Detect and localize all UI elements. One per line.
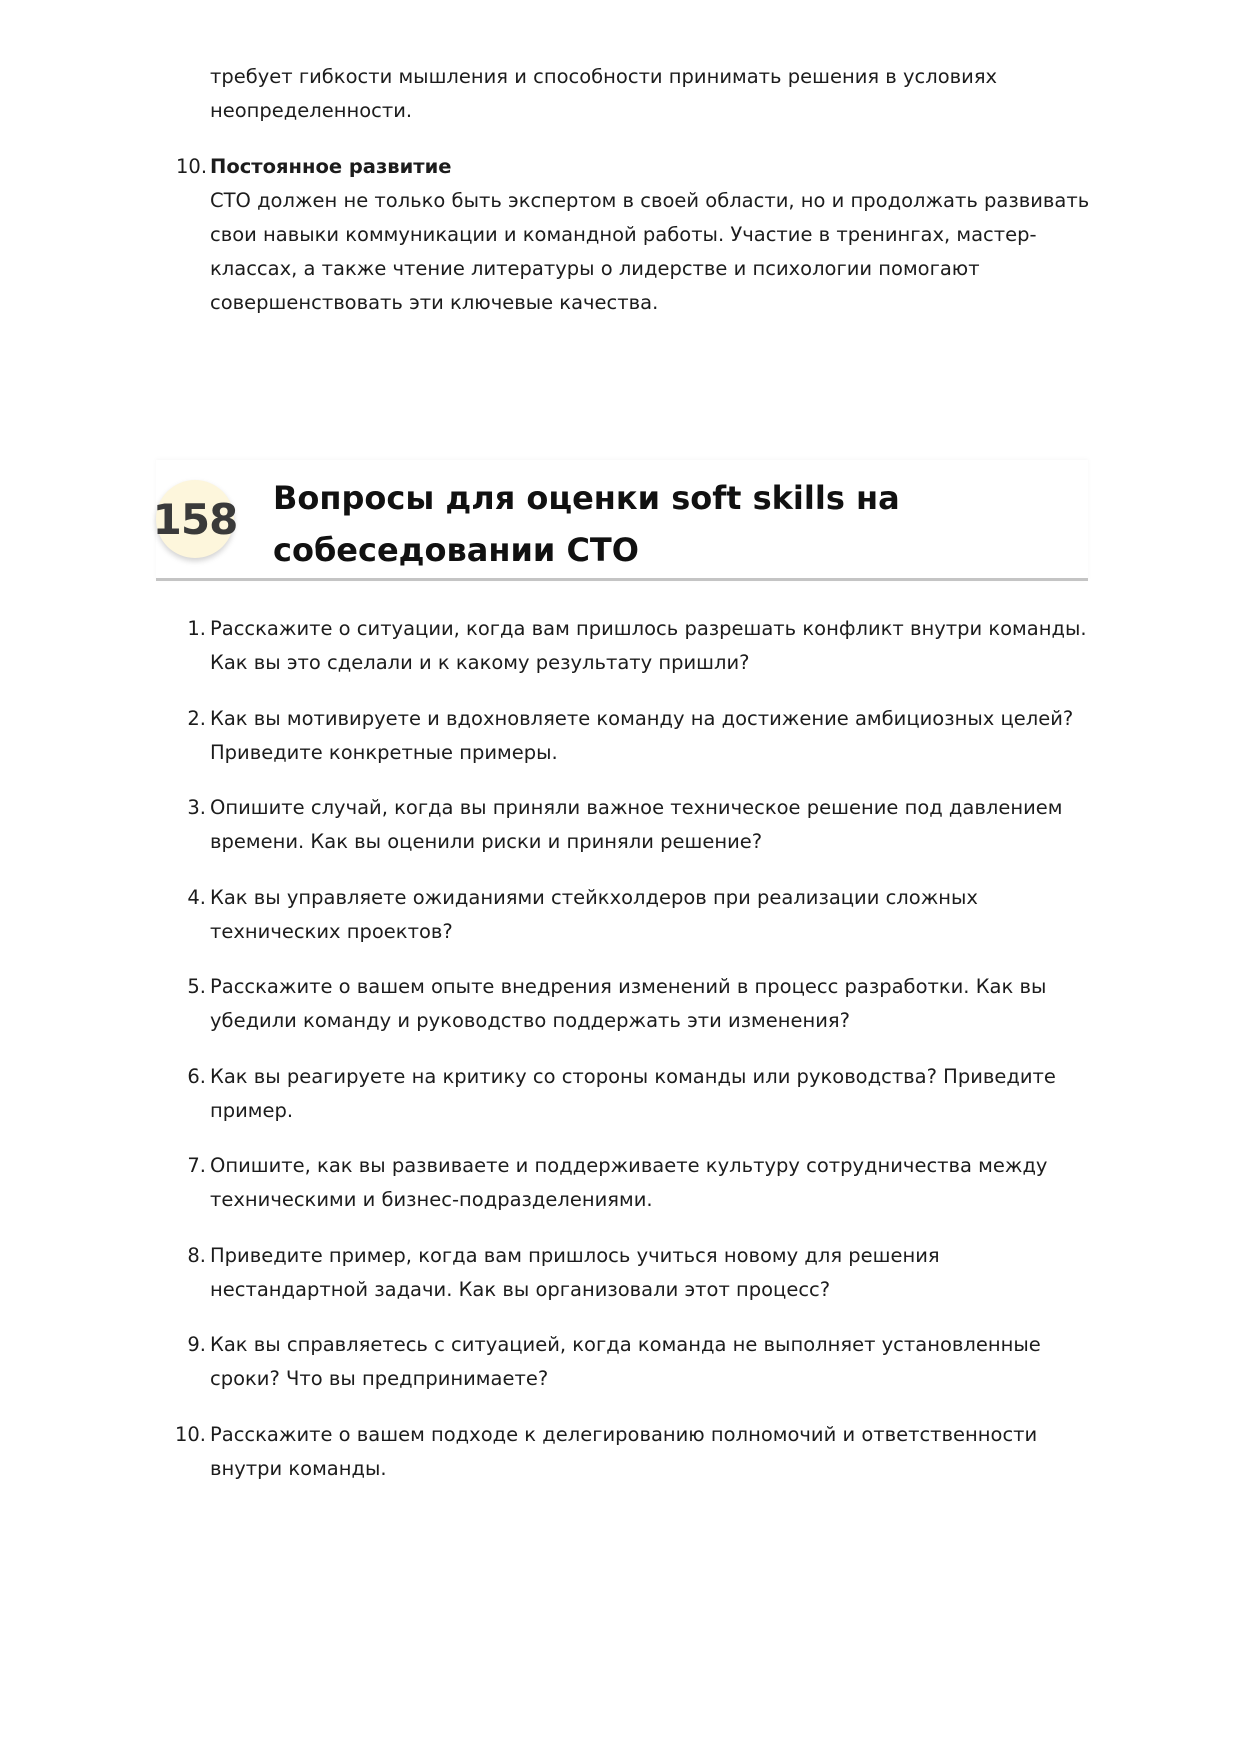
question-text: Опишите случай, когда вы приняли важное техническое решение под давлением времени. Как вы оценили риски и приняли решение?: [210, 796, 1063, 853]
question-text: Как вы справляетесь с ситуацией, когда команда не выполняет установленные сроки? Что вы предпринимаете?: [210, 1333, 1041, 1390]
section-number-badge: 158: [156, 480, 234, 558]
question-text: Расскажите о ситуации, когда вам пришлось разрешать конфликт внутри команды. Как вы это сделали и к какому результату пришли?: [210, 617, 1087, 674]
question-text: Опишите, как вы развиваете и поддерживаете культуру сотрудничества между техническими и бизнес-подразделениями.: [210, 1154, 1048, 1211]
question-text: Как вы реагируете на критику со стороны команды или руководства? Приведите пример.: [210, 1064, 1056, 1122]
question-text: Расскажите о вашем подходе к делегированию полномочий и ответственности внутри команды.: [210, 1422, 1038, 1480]
question-item: [187, 1149, 1090, 1217]
question-number: 4.: [187, 885, 206, 909]
question-item: [187, 970, 1090, 1038]
question-number: 6.: [187, 1064, 206, 1088]
question-item: [187, 1328, 1090, 1396]
previous-item-number: 10.: [176, 155, 208, 178]
question-number: 5.: [187, 975, 206, 998]
question-text: Расскажите о вашем опыте внедрения изменений в процесс разработки. Как вы убедили команду и руководство поддержать эти изменения?: [210, 975, 1047, 1032]
question-number: 10.: [174, 1422, 206, 1446]
questions-list: [174, 612, 1090, 1507]
question-item: [187, 1239, 1090, 1307]
question-item: [187, 702, 1090, 770]
previous-item-body: СТО должен не только быть экспертом в своей области, но и продолжать развивать свои навыки коммуникации и командной работы. Участие в тренингах, мастер-классах, а также чтение литературы о лидерстве и психологии помогают совершенствовать эти ключевые качества.: [210, 189, 1090, 314]
question-item: [187, 791, 1090, 859]
previous-list-item: [176, 150, 1090, 320]
continuation-text: требует гибкости мышления и способности принимать решения в условиях неопределенности.: [210, 65, 998, 122]
previous-item-title: Постоянное развитие: [210, 155, 452, 178]
question-number: 7.: [187, 1154, 206, 1177]
question-number: 9.: [187, 1333, 206, 1356]
question-item: [174, 1418, 1090, 1486]
question-number: 8.: [187, 1243, 206, 1267]
question-text: Как вы управляете ожиданиями стейкхолдеров при реализации сложных технических проектов?: [210, 885, 978, 943]
question-text: Приведите пример, когда вам пришлось учиться новому для решения нестандартной задачи. Как вы организовали этот процесс?: [210, 1243, 940, 1301]
section-header: [152, 460, 1088, 581]
question-item: [187, 881, 1090, 949]
question-number: 2.: [187, 706, 206, 730]
question-item: [187, 612, 1090, 680]
section-title: Вопросы для оценки soft skills на собеседовании СТО: [273, 479, 900, 569]
question-text: Как вы мотивируете и вдохновляете команду на достижение амбициозных целей? Приведите конкретные примеры.: [210, 706, 1074, 764]
continuation-paragraph: [210, 60, 1090, 128]
question-number: 3.: [187, 796, 206, 819]
question-item: [187, 1060, 1090, 1128]
question-number: 1.: [187, 617, 206, 640]
